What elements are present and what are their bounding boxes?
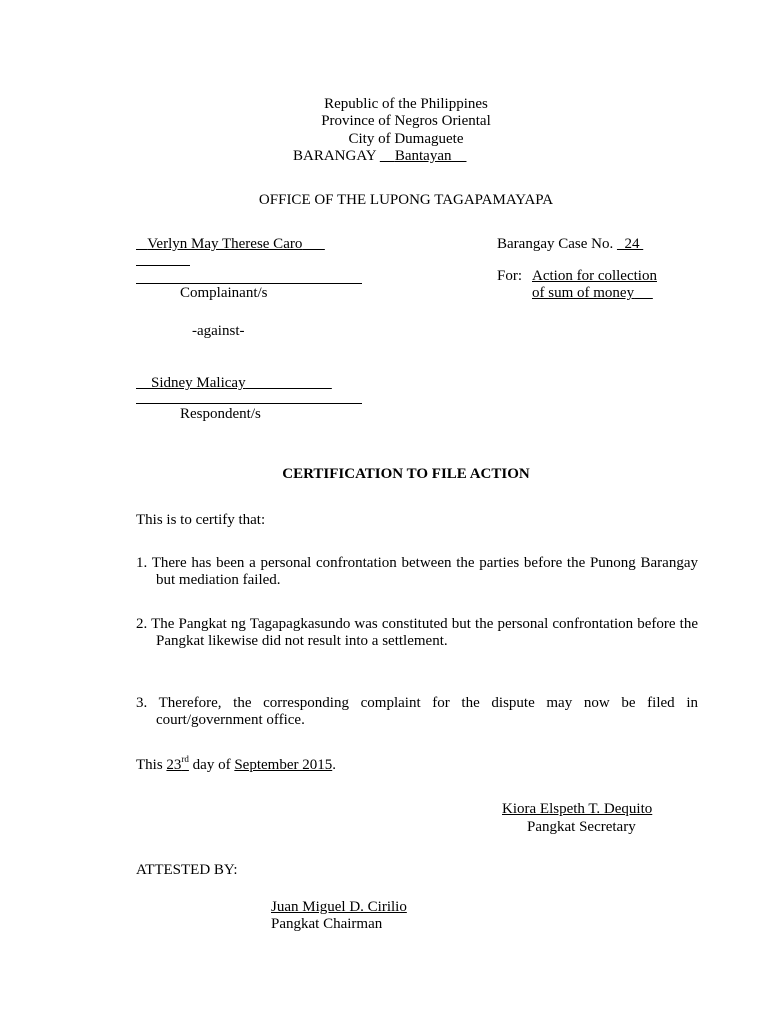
date-prefix: This [136, 757, 163, 773]
chairman-title: Pangkat Chairman [271, 916, 383, 932]
date-month-year: September 2015 [234, 757, 333, 773]
certify-intro: This is to certify that: [136, 512, 266, 528]
office-title: OFFICE OF THE LUPONG TAGAPAMAYAPA [258, 192, 554, 208]
date-day: 23rd [166, 754, 189, 773]
header-city: City of Dumaguete [348, 131, 464, 147]
complainant-line-2 [136, 265, 190, 266]
respondent-line-2 [136, 403, 362, 404]
complainant-label: Complainant/s [180, 285, 268, 301]
case-number: 24 [624, 236, 640, 252]
for-action-line2: of sum of money [532, 285, 635, 301]
item-1: 1. There has been a personal confrontation between the parties before the Punong Barangay but mediation failed. [136, 555, 698, 588]
header-barangay [293, 148, 466, 165]
for-label: For: [497, 268, 523, 284]
secretary-title: Pangkat Secretary [527, 819, 636, 835]
item-3: 3. Therefore, the corresponding complaint for the dispute may now be filed in court/government office. [136, 695, 698, 728]
header-republic: Republic of the Philippines [324, 96, 488, 112]
for-action-line1: Action for collection [532, 268, 657, 284]
chairman-name: Juan Miguel D. Cirilio [271, 899, 407, 915]
respondent-name: Sidney Malicay [151, 375, 246, 391]
barangay-label: BARANGAY [293, 148, 377, 164]
complainant-name: Verlyn May Therese Caro [147, 236, 303, 252]
header-province: Province of Negros Oriental [321, 113, 491, 129]
item-2: 2. The Pangkat ng Tagapagkasundo was constituted but the personal confrontation before the Pangkat likewise did not result into a settlement. [136, 616, 698, 649]
case-number-line [497, 236, 643, 253]
attested-by-label: ATTESTED BY: [136, 862, 238, 878]
respondent-label: Respondent/s [180, 406, 261, 422]
case-label: Barangay Case No. [497, 236, 614, 252]
complainant-line-3 [136, 283, 362, 284]
secretary-name: Kiora Elspeth T. Dequito [502, 801, 653, 817]
barangay-name: Bantayan [394, 148, 452, 164]
certification-title: CERTIFICATION TO FILE ACTION [282, 466, 530, 482]
date-middle: day of [192, 757, 231, 773]
date-line: This 23rd day of September 2015. [136, 754, 336, 773]
against-label: -against- [192, 323, 245, 339]
